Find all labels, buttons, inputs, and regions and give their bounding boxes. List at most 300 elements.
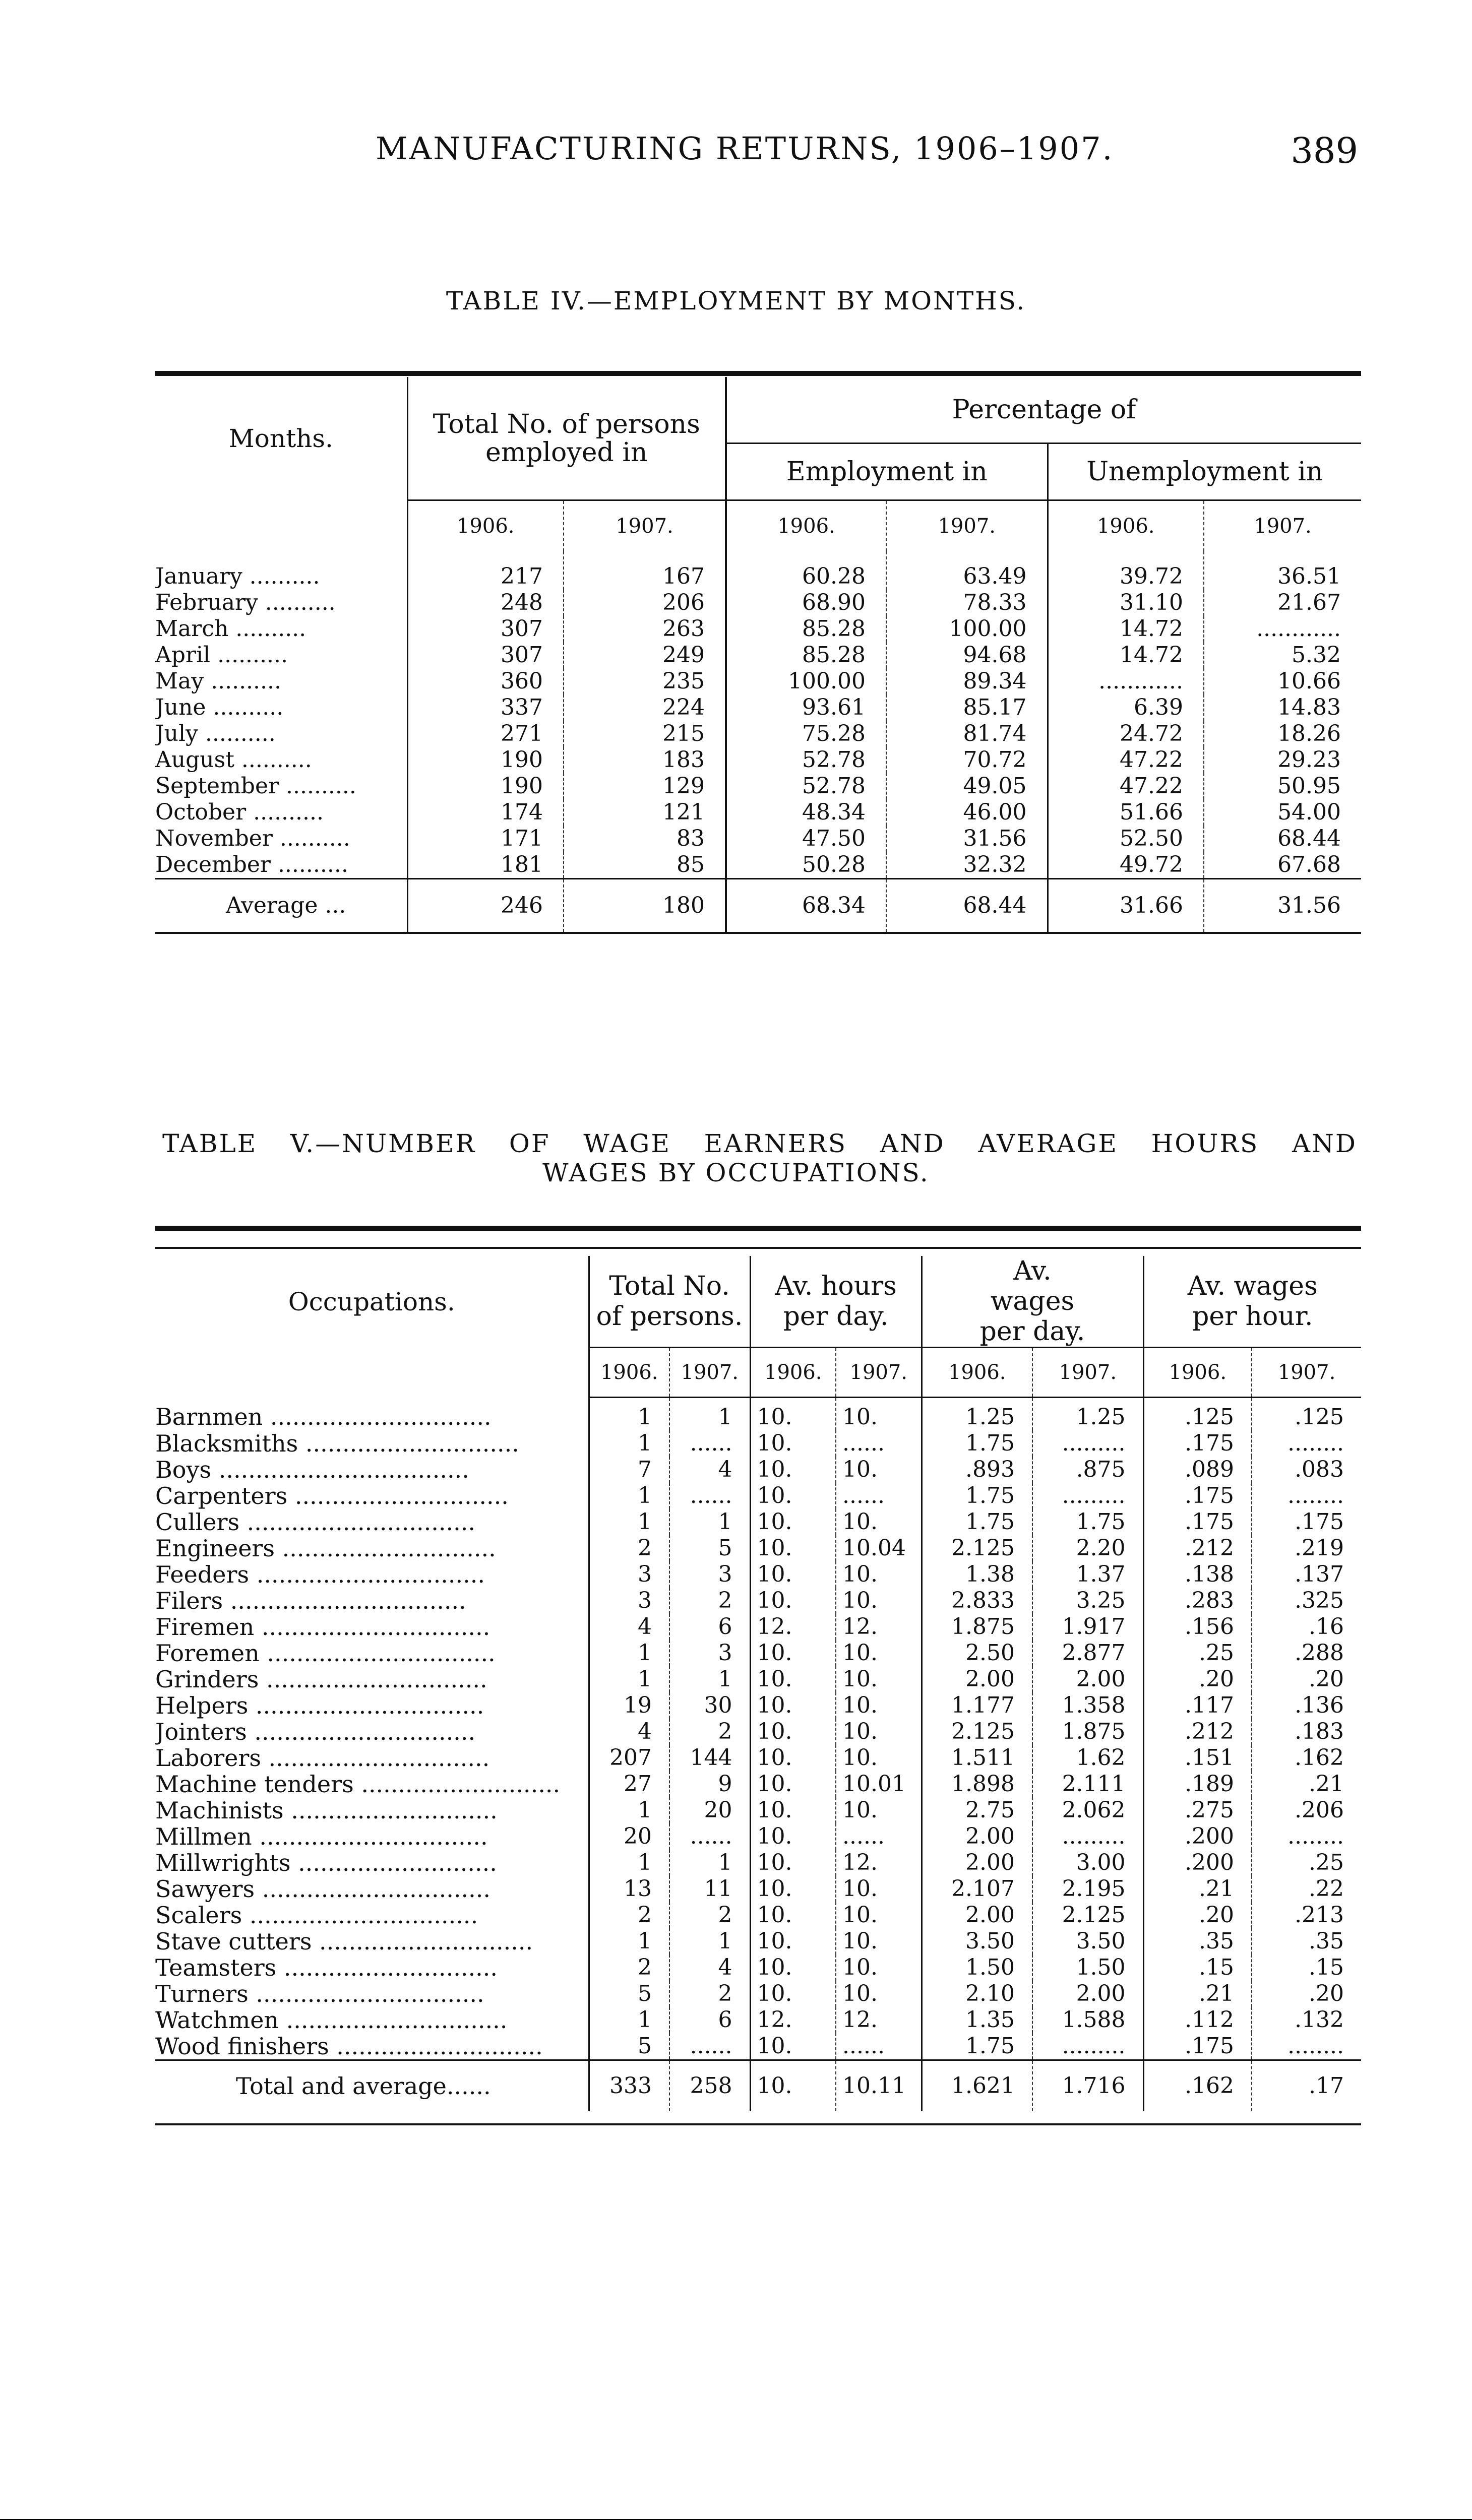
cell-e1907: 32.32 xyxy=(886,852,1048,879)
occupation-label: Laborers .............................. xyxy=(155,1745,490,1771)
cell-n06: 1 xyxy=(589,1850,669,1876)
cell-wd06: .893 xyxy=(922,1457,1032,1483)
running-title: MANUFACTURING RETURNS, 1906–1907. xyxy=(376,130,1114,167)
cell-p1906: 181 xyxy=(407,852,564,879)
total-h07: 10.11 xyxy=(836,2060,922,2112)
cell-h07: 10. xyxy=(836,1981,922,2007)
table-row xyxy=(155,1955,1361,1981)
cell-u1906: ............ xyxy=(1048,668,1204,695)
cell-wd07: ......... xyxy=(1032,1483,1143,1509)
cell-wh06: .089 xyxy=(1143,1457,1252,1483)
occupation-label: Foremen ............................... xyxy=(155,1640,496,1666)
cell-u1906: 14.72 xyxy=(1048,616,1204,642)
month-label: February .......... xyxy=(155,590,336,615)
cell-h06: 12. xyxy=(750,2007,836,2033)
cell-h06: 10. xyxy=(750,1981,836,2007)
table5-caption-line2: WAGES BY OCCUPATIONS. xyxy=(542,1158,930,1187)
cell-n07: 2 xyxy=(669,1902,750,1928)
cell-p1906: 174 xyxy=(407,799,564,826)
cell-e1906: 85.28 xyxy=(726,616,886,642)
average-u1906: 31.66 xyxy=(1048,879,1204,933)
cell-h07: ...... xyxy=(836,1823,922,1850)
cell-h07: 10. xyxy=(836,1666,922,1692)
cell-wd06: 2.50 xyxy=(922,1640,1032,1666)
col-header-total-persons: Total No. of persons. xyxy=(589,1256,750,1348)
table5-bottom-rule xyxy=(155,2123,1361,2125)
cell-n06: 2 xyxy=(589,1535,669,1561)
cell-wh07: .325 xyxy=(1252,1588,1361,1614)
cell-n07: 4 xyxy=(669,1955,750,1981)
cell-h07: ...... xyxy=(836,1483,922,1509)
cell-wd07: 2.125 xyxy=(1032,1902,1143,1928)
year-header: 1906. xyxy=(750,1348,836,1398)
cell-p1906: 190 xyxy=(407,773,564,799)
occupation-label: Boys .................................. xyxy=(155,1457,469,1483)
cell-wh07: ........ xyxy=(1252,1483,1361,1509)
cell-wh07: .136 xyxy=(1252,1692,1361,1719)
cell-n07: ...... xyxy=(669,2033,750,2060)
month-label: April .......... xyxy=(155,642,288,668)
col-header-hours: Av. hours per day. xyxy=(750,1256,922,1348)
total-wh06: .162 xyxy=(1143,2060,1252,2112)
cell-n06: 2 xyxy=(589,1902,669,1928)
cell-p1907: 129 xyxy=(564,773,726,799)
cell-n07: 1 xyxy=(669,1666,750,1692)
cell-n07: 2 xyxy=(669,1588,750,1614)
cell-n07: 1 xyxy=(669,1850,750,1876)
cell-wh07: .20 xyxy=(1252,1981,1361,2007)
occupation-label: Blacksmiths ............................. xyxy=(155,1430,519,1457)
cell-wh07: .20 xyxy=(1252,1666,1361,1692)
cell-n07: ...... xyxy=(669,1823,750,1850)
cell-n06: 5 xyxy=(589,1981,669,2007)
cell-wd07: 1.25 xyxy=(1032,1398,1143,1431)
col-header-wages-day: Av. wages per day. xyxy=(922,1256,1143,1348)
page-number: 389 xyxy=(1291,130,1358,171)
cell-p1907: 85 xyxy=(564,852,726,879)
average-p1906: 246 xyxy=(407,879,564,933)
cell-n06: 1 xyxy=(589,1640,669,1666)
col-header-occupations: Occupations. xyxy=(288,1287,455,1316)
average-p1907: 180 xyxy=(564,879,726,933)
occupation-label: Stave cutters ............................. xyxy=(155,1928,533,1955)
cell-wd07: ......... xyxy=(1032,1430,1143,1457)
cell-h07: 12. xyxy=(836,1850,922,1876)
cell-e1907: 94.68 xyxy=(886,642,1048,668)
cell-wd06: 1.75 xyxy=(922,1483,1032,1509)
cell-wh06: .25 xyxy=(1143,1640,1252,1666)
cell-wh06: .283 xyxy=(1143,1588,1252,1614)
cell-n06: 1 xyxy=(589,1430,669,1457)
year-header: 1907. xyxy=(1204,500,1361,552)
total-wd06: 1.621 xyxy=(922,2060,1032,2112)
cell-h07: 10. xyxy=(836,1692,922,1719)
cell-h06: 10. xyxy=(750,1771,836,1797)
cell-h06: 10. xyxy=(750,1902,836,1928)
cell-wh06: .212 xyxy=(1143,1719,1252,1745)
cell-wd07: 2.111 xyxy=(1032,1771,1143,1797)
table-row xyxy=(155,1719,1361,1745)
occupation-label: Scalers ............................... xyxy=(155,1902,478,1928)
table-row xyxy=(155,1509,1361,1535)
cell-h07: 10. xyxy=(836,1955,922,1981)
cell-e1907: 46.00 xyxy=(886,799,1048,826)
cell-n06: 3 xyxy=(589,1588,669,1614)
table-row xyxy=(155,1928,1361,1955)
cell-p1907: 167 xyxy=(564,551,726,590)
month-label: August .......... xyxy=(155,747,312,773)
cell-n06: 1 xyxy=(589,1928,669,1955)
cell-wd07: 1.358 xyxy=(1032,1692,1143,1719)
cell-p1907: 83 xyxy=(564,826,726,852)
cell-h07: 10. xyxy=(836,1561,922,1588)
occupation-label: Machine tenders ........................... xyxy=(155,1771,561,1797)
cell-h06: 10. xyxy=(750,1666,836,1692)
table-row xyxy=(155,668,1361,695)
col-header-percentage: Percentage of xyxy=(726,377,1361,444)
cell-n06: 1 xyxy=(589,1398,669,1431)
table-row xyxy=(155,799,1361,826)
year-spacer xyxy=(155,1348,589,1398)
cell-h06: 10. xyxy=(750,1535,836,1561)
cell-wh06: .175 xyxy=(1143,2033,1252,2060)
cell-u1907: 5.32 xyxy=(1204,642,1361,668)
cell-p1907: 206 xyxy=(564,590,726,616)
month-label: September .......... xyxy=(155,773,356,799)
occupation-label: Cullers ............................... xyxy=(155,1509,475,1535)
cell-e1906: 85.28 xyxy=(726,642,886,668)
cell-wh06: .138 xyxy=(1143,1561,1252,1588)
cell-wh07: .132 xyxy=(1252,2007,1361,2033)
average-u1907: 31.56 xyxy=(1204,879,1361,933)
cell-wd06: 2.10 xyxy=(922,1981,1032,2007)
average-e1907: 68.44 xyxy=(886,879,1048,933)
table-row xyxy=(155,826,1361,852)
cell-wh06: .200 xyxy=(1143,1823,1252,1850)
year-header: 1906. xyxy=(1048,500,1204,552)
cell-u1907: 21.67 xyxy=(1204,590,1361,616)
table-row xyxy=(155,1981,1361,2007)
cell-wd07: 1.875 xyxy=(1032,1719,1143,1745)
year-header: 1907. xyxy=(669,1348,750,1398)
cell-h07: 12. xyxy=(836,1614,922,1640)
table-row xyxy=(155,551,1361,590)
cell-wh07: .183 xyxy=(1252,1719,1361,1745)
col-header-unemployment: Unemployment in xyxy=(1048,444,1361,500)
cell-h07: 10. xyxy=(836,1902,922,1928)
cell-wd06: 2.107 xyxy=(922,1876,1032,1902)
cell-wd06: 1.50 xyxy=(922,1955,1032,1981)
table5-top-rule xyxy=(155,1226,1361,1231)
cell-e1907: 78.33 xyxy=(886,590,1048,616)
cell-wh07: ........ xyxy=(1252,1823,1361,1850)
table-row xyxy=(155,1745,1361,1771)
cell-n07: 3 xyxy=(669,1640,750,1666)
table-row xyxy=(155,1850,1361,1876)
cell-u1907: 29.23 xyxy=(1204,747,1361,773)
cell-n06: 4 xyxy=(589,1614,669,1640)
cell-n06: 1 xyxy=(589,1509,669,1535)
cell-wd06: 1.35 xyxy=(922,2007,1032,2033)
cell-e1907: 49.05 xyxy=(886,773,1048,799)
cell-wh06: .275 xyxy=(1143,1797,1252,1823)
month-label: October .......... xyxy=(155,799,324,825)
cell-wd06: 1.177 xyxy=(922,1692,1032,1719)
month-label: November .......... xyxy=(155,826,350,851)
table4-top-rule xyxy=(155,371,1361,376)
cell-n07: 2 xyxy=(669,1981,750,2007)
cell-wd06: 1.898 xyxy=(922,1771,1032,1797)
table-row xyxy=(155,1483,1361,1509)
cell-u1906: 6.39 xyxy=(1048,695,1204,721)
total-wh07: .17 xyxy=(1252,2060,1361,2112)
cell-n07: ...... xyxy=(669,1483,750,1509)
cell-wd07: 1.917 xyxy=(1032,1614,1143,1640)
cell-wd07: 2.20 xyxy=(1032,1535,1143,1561)
occupation-label: Turners ............................... xyxy=(155,1981,484,2007)
month-label: June .......... xyxy=(155,695,284,720)
cell-wd07: 2.195 xyxy=(1032,1876,1143,1902)
table-row xyxy=(155,1823,1361,1850)
cell-p1907: 183 xyxy=(564,747,726,773)
cell-h07: 12. xyxy=(836,2007,922,2033)
cell-wh06: .112 xyxy=(1143,2007,1252,2033)
cell-h07: 10. xyxy=(836,1509,922,1535)
cell-h06: 10. xyxy=(750,1719,836,1745)
cell-e1906: 60.28 xyxy=(726,551,886,590)
year-header: 1907. xyxy=(1032,1348,1143,1398)
cell-h06: 10. xyxy=(750,2033,836,2060)
occupation-label: Feeders ............................... xyxy=(155,1561,485,1588)
cell-wh06: .189 xyxy=(1143,1771,1252,1797)
cell-e1907: 31.56 xyxy=(886,826,1048,852)
cell-wh06: .21 xyxy=(1143,1981,1252,2007)
cell-n06: 1 xyxy=(589,2007,669,2033)
occupation-label: Millmen ............................... xyxy=(155,1823,488,1850)
cell-wd07: 2.877 xyxy=(1032,1640,1143,1666)
cell-h06: 10. xyxy=(750,1398,836,1431)
col-header-total-persons: Total No. of persons employed in xyxy=(407,377,726,500)
cell-p1906: 248 xyxy=(407,590,564,616)
cell-u1906: 14.72 xyxy=(1048,642,1204,668)
cell-n06: 7 xyxy=(589,1457,669,1483)
cell-wd06: 1.875 xyxy=(922,1614,1032,1640)
cell-p1906: 360 xyxy=(407,668,564,695)
cell-wh06: .125 xyxy=(1143,1398,1252,1431)
cell-n07: 1 xyxy=(669,1509,750,1535)
year-header: 1907. xyxy=(1252,1348,1361,1398)
occupation-label: Machinists ............................ xyxy=(155,1797,498,1823)
month-label: May .......... xyxy=(155,668,281,694)
cell-wd06: 1.38 xyxy=(922,1561,1032,1588)
occupation-label: Firemen ............................... xyxy=(155,1614,490,1640)
table-row xyxy=(155,1398,1361,1431)
cell-p1906: 337 xyxy=(407,695,564,721)
occupation-label: Watchmen .............................. xyxy=(155,2007,508,2033)
cell-u1907: 50.95 xyxy=(1204,773,1361,799)
total-label: Total and average...... xyxy=(155,2060,589,2112)
cell-e1906: 50.28 xyxy=(726,852,886,879)
table-row xyxy=(155,1457,1361,1483)
average-label: Average ... xyxy=(155,879,407,933)
cell-wh06: .156 xyxy=(1143,1614,1252,1640)
table-row xyxy=(155,1902,1361,1928)
cell-h06: 10. xyxy=(750,1457,836,1483)
cell-h07: 10. xyxy=(836,1398,922,1431)
cell-e1907: 89.34 xyxy=(886,668,1048,695)
month-label: March .......... xyxy=(155,616,306,642)
cell-wh07: .206 xyxy=(1252,1797,1361,1823)
cell-h06: 10. xyxy=(750,1797,836,1823)
table-row xyxy=(155,721,1361,747)
average-row xyxy=(155,879,1361,933)
cell-wd06: 1.75 xyxy=(922,1509,1032,1535)
cell-wh06: .20 xyxy=(1143,1902,1252,1928)
cell-h06: 10. xyxy=(750,1876,836,1902)
cell-wh07: .083 xyxy=(1252,1457,1361,1483)
table-row xyxy=(155,1561,1361,1588)
month-label: July .......... xyxy=(155,721,276,746)
cell-wd06: 2.833 xyxy=(922,1588,1032,1614)
average-e1906: 68.34 xyxy=(726,879,886,933)
year-header: 1907. xyxy=(836,1348,922,1398)
occupation-label: Barnmen .............................. xyxy=(155,1403,492,1430)
cell-wh07: .25 xyxy=(1252,1850,1361,1876)
cell-wd07: 1.62 xyxy=(1032,1745,1143,1771)
cell-p1906: 217 xyxy=(407,551,564,590)
cell-wh06: .212 xyxy=(1143,1535,1252,1561)
cell-wd07: 1.588 xyxy=(1032,2007,1143,2033)
cell-n07: 6 xyxy=(669,2007,750,2033)
cell-wh06: .35 xyxy=(1143,1928,1252,1955)
cell-h06: 10. xyxy=(750,1640,836,1666)
cell-n06: 19 xyxy=(589,1692,669,1719)
cell-n07: 3 xyxy=(669,1561,750,1588)
table4-caption: TABLE IV.—EMPLOYMENT BY MONTHS. xyxy=(446,286,1026,316)
cell-u1906: 51.66 xyxy=(1048,799,1204,826)
cell-h06: 12. xyxy=(750,1614,836,1640)
cell-e1906: 52.78 xyxy=(726,773,886,799)
cell-wd07: 3.00 xyxy=(1032,1850,1143,1876)
cell-u1907: 10.66 xyxy=(1204,668,1361,695)
cell-wh06: .151 xyxy=(1143,1745,1252,1771)
cell-wh06: .200 xyxy=(1143,1850,1252,1876)
cell-wd07: 1.50 xyxy=(1032,1955,1143,1981)
cell-p1907: 235 xyxy=(564,668,726,695)
year-header: 1906. xyxy=(589,1348,669,1398)
year-header: 1907. xyxy=(886,500,1048,552)
cell-h06: 10. xyxy=(750,1509,836,1535)
table-row xyxy=(155,642,1361,668)
year-header: 1907. xyxy=(564,500,726,552)
table-row xyxy=(155,1430,1361,1457)
cell-e1906: 100.00 xyxy=(726,668,886,695)
table-row xyxy=(155,747,1361,773)
cell-wd07: 1.37 xyxy=(1032,1561,1143,1588)
month-label: December .......... xyxy=(155,852,348,877)
cell-h06: 10. xyxy=(750,1823,836,1850)
cell-p1906: 171 xyxy=(407,826,564,852)
cell-wh07: ........ xyxy=(1252,2033,1361,2060)
cell-n07: 5 xyxy=(669,1535,750,1561)
table-row xyxy=(155,1640,1361,1666)
cell-p1906: 307 xyxy=(407,616,564,642)
total-n07: 258 xyxy=(669,2060,750,2112)
total-row xyxy=(155,2060,1361,2112)
col-header-employment: Employment in xyxy=(726,444,1048,500)
cell-wd07: ......... xyxy=(1032,2033,1143,2060)
cell-p1907: 224 xyxy=(564,695,726,721)
cell-n06: 207 xyxy=(589,1745,669,1771)
cell-h07: 10.01 xyxy=(836,1771,922,1797)
cell-n06: 1 xyxy=(589,1797,669,1823)
year-spacer xyxy=(155,500,407,552)
occupation-label: Teamsters ............................. xyxy=(155,1955,498,1981)
cell-wd07: 3.25 xyxy=(1032,1588,1143,1614)
cell-wh06: .175 xyxy=(1143,1430,1252,1457)
table5-caption-line1: TABLE V.—NUMBER OF WAGE EARNERS AND AVERAGE HOURS AND xyxy=(162,1129,1357,1158)
cell-wd06: 2.125 xyxy=(922,1719,1032,1745)
total-h06: 10. xyxy=(750,2060,836,2112)
total-n06: 333 xyxy=(589,2060,669,2112)
occupation-label: Carpenters ............................. xyxy=(155,1483,509,1509)
cell-u1906: 39.72 xyxy=(1048,551,1204,590)
cell-h06: 10. xyxy=(750,1955,836,1981)
cell-n07: 11 xyxy=(669,1876,750,1902)
occupation-label: Millwrights ........................... xyxy=(155,1850,497,1876)
cell-p1906: 307 xyxy=(407,642,564,668)
cell-e1906: 47.50 xyxy=(726,826,886,852)
cell-n07: ...... xyxy=(669,1430,750,1457)
cell-h07: 10. xyxy=(836,1876,922,1902)
occupation-label: Jointers .............................. xyxy=(155,1719,476,1745)
cell-u1906: 49.72 xyxy=(1048,852,1204,879)
cell-h06: 10. xyxy=(750,1850,836,1876)
cell-n07: 4 xyxy=(669,1457,750,1483)
cell-h06: 10. xyxy=(750,1561,836,1588)
table-row xyxy=(155,1771,1361,1797)
cell-h07: 10. xyxy=(836,1797,922,1823)
cell-wh06: .117 xyxy=(1143,1692,1252,1719)
wage-earners-by-occupation-table xyxy=(155,1256,1361,2111)
cell-h07: 10. xyxy=(836,1745,922,1771)
cell-h06: 10. xyxy=(750,1430,836,1457)
cell-wh07: .219 xyxy=(1252,1535,1361,1561)
cell-u1907: 18.26 xyxy=(1204,721,1361,747)
cell-u1907: 36.51 xyxy=(1204,551,1361,590)
cell-n06: 4 xyxy=(589,1719,669,1745)
table-row xyxy=(155,2007,1361,2033)
cell-n06: 3 xyxy=(589,1561,669,1588)
cell-e1907: 63.49 xyxy=(886,551,1048,590)
occupation-label: Grinders .............................. xyxy=(155,1666,487,1692)
cell-e1907: 70.72 xyxy=(886,747,1048,773)
table-row xyxy=(155,1588,1361,1614)
table-row xyxy=(155,1876,1361,1902)
cell-e1906: 93.61 xyxy=(726,695,886,721)
cell-wh07: .175 xyxy=(1252,1509,1361,1535)
cell-u1907: 67.68 xyxy=(1204,852,1361,879)
year-header: 1906. xyxy=(726,500,886,552)
occupation-label: Sawyers ............................... xyxy=(155,1876,491,1902)
cell-wd07: 3.50 xyxy=(1032,1928,1143,1955)
year-header: 1906. xyxy=(922,1348,1032,1398)
cell-wd07: 1.75 xyxy=(1032,1509,1143,1535)
cell-h07: 10. xyxy=(836,1719,922,1745)
cell-wh07: .22 xyxy=(1252,1876,1361,1902)
cell-e1906: 68.90 xyxy=(726,590,886,616)
cell-u1906: 31.10 xyxy=(1048,590,1204,616)
